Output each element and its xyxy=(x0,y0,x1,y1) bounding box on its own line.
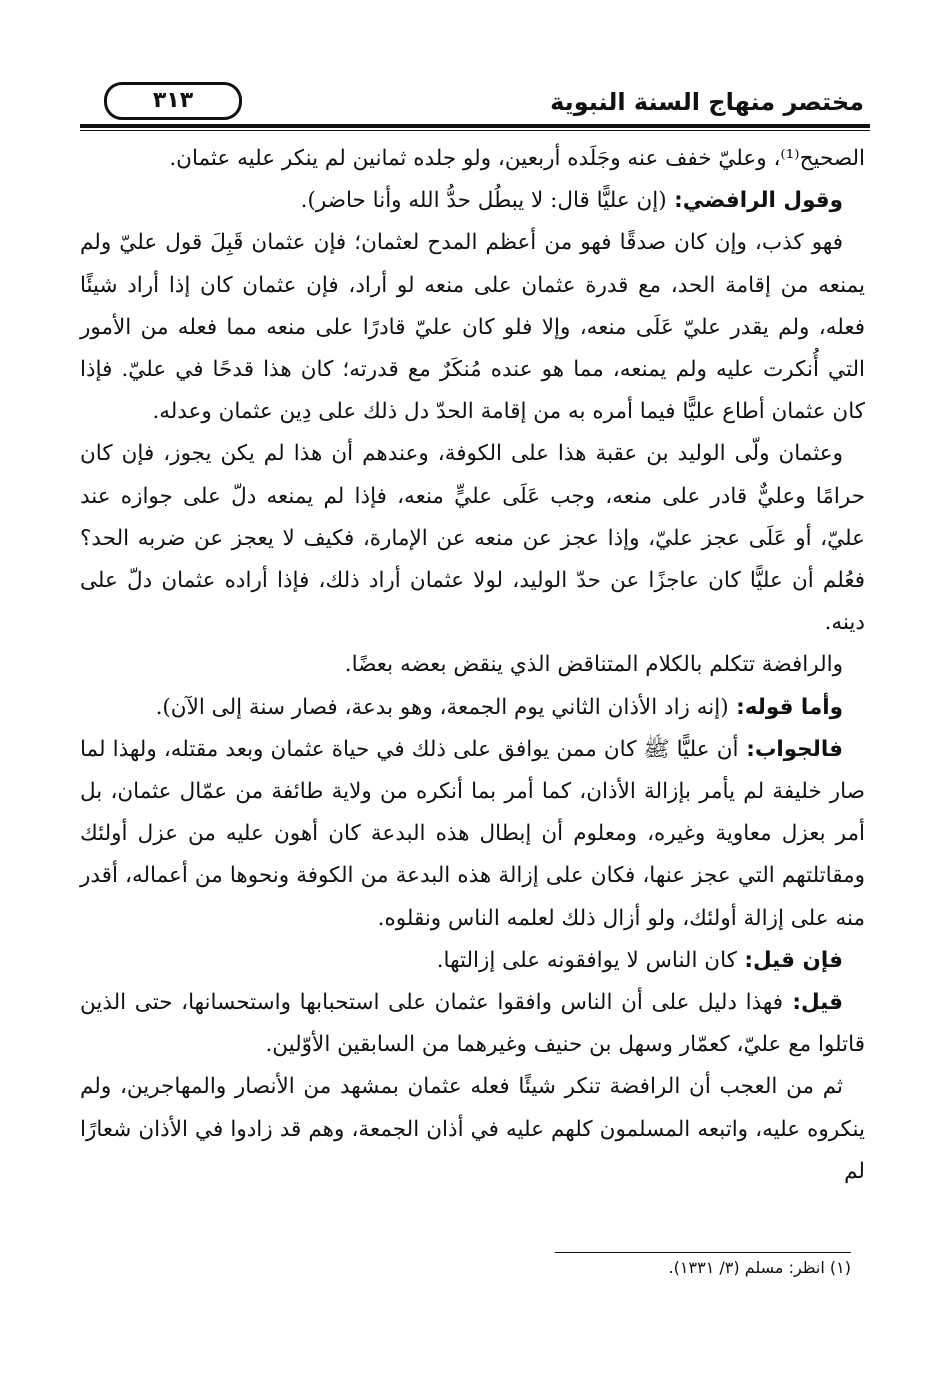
header-rule-thick xyxy=(80,124,870,128)
paragraph-4: وعثمان ولّى الوليد بن عقبة هذا على الكوفة، وعندهم أن هذا لم يكن يجوز، فإن كان حرامًا وعليٌّ قادر على منعه، وجب عَلَى عليٍّ منعه، فإذا لم يمنعه دلّ على جوازه عند عليّ، أو عَلَى عجز عليّ، وإذا عجز عن منعه عن الإمارة، فكيف لا يعجز عن ضربه الحد؟ فعُلم أن عليًّا كان عاجزًا عن حدّ الوليد، لولا عثمان أراد ذلك، فإذا أراده عثمان دلّ على دينه. xyxy=(80,441,865,636)
paragraph-6: وأما قوله: (إنه زاد الأذان الثاني يوم الجمعة، وهو بدعة، فصار سنة إلى الآن). xyxy=(155,694,843,720)
footnote-rule xyxy=(555,1252,851,1253)
paragraph-9: قيل: فهذا دليل على أن الناس وافقوا عثمان على استحبابها واستحسانها، حتى الذين قاتلوا مع عليّ، كعمّار وسهل بن حنيف وغيرهما من السابقين الأوّلين. xyxy=(80,990,865,1058)
paragraph-10: ثم من العجب أن الرافضة تنكر شيئًا فعله عثمان بمشهد من الأنصار والمهاجرين، ولم ينكروه عليه، واتبعه المسلمون كلهم عليه في أذان الجمعة، وهم قد زادوا في الأذان شعارًا لم xyxy=(80,1074,865,1184)
book-title: مختصر منهاج السنة النبوية xyxy=(550,88,864,116)
paragraph-3: فهو كذب، وإن كان صدقًا فهو من أعظم المدح لعثمان؛ فإن عثمان قَبِلَ قول عليّ ولم يمنعه من إقامة الحد، مع قدرة عثمان على منعه لو أراد، فإن عثمان كان إذا أراد شيئًا فعله، ولم يقدر عليّ عَلَى منعه، وإلا فلو كان عليّ قادرًا على منعه مما فعله من الأمور التي أُنكرت عليه ولم يمنعه، مما هو عنده مُنكَرٌ مع قدرته؛ كان هذا قدحًا في عليّ. فإذا كان عثمان أطاع عليًّا فيما أمره به من إقامة الحدّ دل ذلك على دِين عثمان وعدله. xyxy=(80,230,865,425)
paragraph-8: فإن قيل: كان الناس لا يوافقونه على إزالتها. xyxy=(436,947,843,973)
paragraph-2: وقول الرافضي: (إن عليًّا قال: لا يبطُل حدُّ الله وأنا حاضر). xyxy=(300,188,843,214)
page-number: ٣١٣ xyxy=(104,82,242,120)
page-header xyxy=(80,80,870,130)
footnote: (١) انظر: مسلم (٣/ ١٣٣١). xyxy=(668,1258,851,1277)
paragraph-1: الصحيح⁽¹⁾، وعليّ خفف عنه وجَلَده أربعين، ولو جلده ثمانين لم ينكر عليه عثمان. xyxy=(169,146,865,171)
body-text xyxy=(80,138,865,1193)
header-rule-thin xyxy=(80,130,870,131)
paragraph-7: فالجواب: أن عليًّا ﷺ كان ممن يوافق على ذلك في حياة عثمان وبعد مقتله، ولهذا لما صار خليفة لم يأمر بإزالة الأذان، كما أمر بما أنكره من ولاية طائفة من عمّال عثمان، بل أمر بعزل معاوية وغيره، ومعلوم أن إبطال هذه البدعة كان أهون عليه من عزل أولئك ومقاتلتهم التي عجز عنها، فكان على إزالة هذه البدعة من الكوفة ونحوها من أعماله، أقدر منه على إزالة أولئك، ولو أزال ذلك لعلمه الناس ونقلوه. xyxy=(80,736,865,931)
paragraph-5: والرافضة تتكلم بالكلام المتناقض الذي ينقض بعضه بعضًا. xyxy=(344,652,843,678)
